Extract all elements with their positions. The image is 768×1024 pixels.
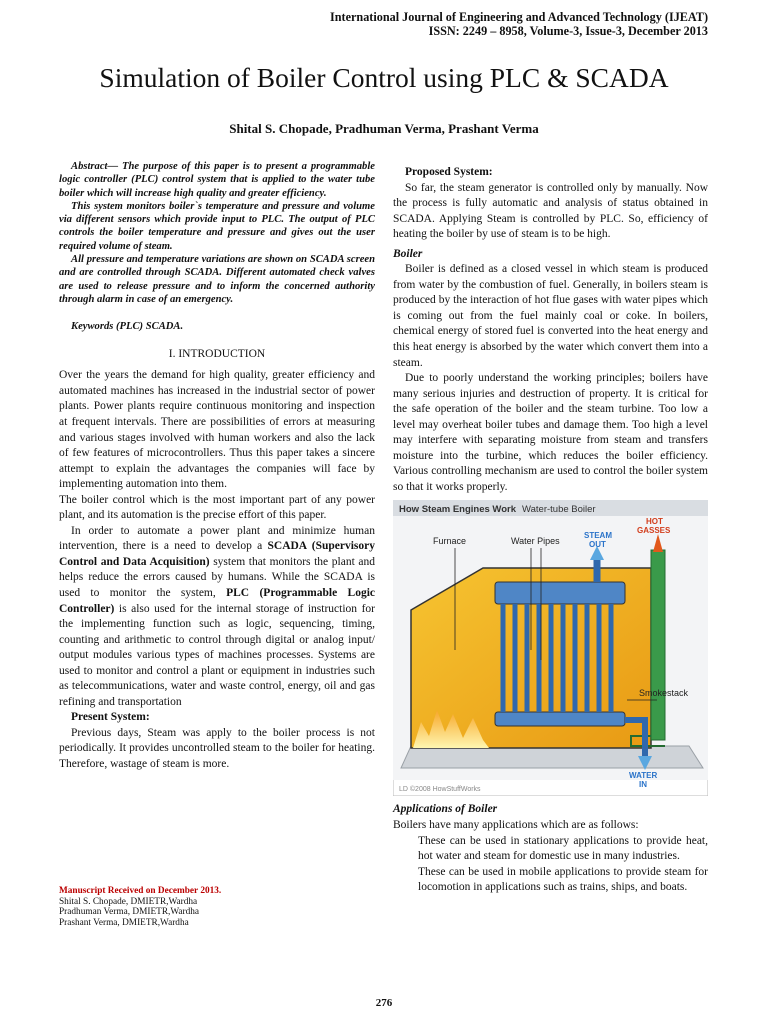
footnote [59, 886, 221, 928]
label-steam: STEAM [584, 531, 612, 541]
intro-p3-scada: SCADA (Supervisory Control and Data Acquisition) [59, 540, 375, 568]
abstract-p1: Abstract— The purpose of this paper is to present a programmable logic controller (PLC) control system that is applied to the water tube boiler which will increase high quality and greater efficiency. [59, 161, 375, 199]
intro-p3 [59, 524, 375, 711]
page-number: 276 [375, 997, 393, 1009]
intro-p3-a: In order to automate a power plant and minimize human intervention, there is a need to develop a [59, 524, 375, 553]
application-bullet-1-text: These can be used in stationary applications to provide heat, hot water and steam for domestic use in many industries. [418, 834, 708, 863]
mud-drum [495, 712, 625, 726]
intro-p3-plc: PLC (Programmable Logic Controller) [59, 587, 376, 615]
footnote-author-1: Shital S. Chopade, DMIETR,Wardha [59, 896, 198, 907]
base-plate [401, 746, 703, 768]
applications-heading: Applications of Boiler [393, 803, 498, 816]
keywords: Keywords (PLC) SCADA. [71, 321, 184, 333]
intro-p3-b: system that monitors the plant and helps reduce the errors caused by humans. While the SCADA is used to monitor the system, [59, 555, 375, 600]
paper-authors: Shital S. Chopade, Pradhuman Verma, Prashant Verma [229, 121, 539, 136]
boiler-figure [393, 500, 708, 796]
journal-name: International Journal of Engineering and Advanced Technology (IJEAT) [330, 10, 708, 24]
application-bullet-2 [393, 865, 708, 896]
figure-title-rest: Water-tube Boiler [522, 504, 596, 516]
figure-credit: LD ©2008 HowStuffWorks [399, 786, 481, 794]
label-hot: HOT [646, 517, 663, 527]
intro-p2: The boiler control which is the most important part of any power plant, and its automation is the precise effort of this paper. [59, 493, 375, 522]
right-column [393, 165, 708, 896]
bullet-marker-icon [393, 865, 418, 896]
proposed-system-text: So far, the steam generator is controlled only by manually. Now the process is fully automatic and analysis of status obtained in SCADA. Applying Steam is controlled by PLC. So, efficiency of heating the boiler by use of steam is to be high. [393, 181, 708, 241]
paper-title: Simulation of Boiler Control using PLC & SCADA [99, 62, 669, 93]
intro-heading: I. INTRODUCTION [168, 347, 266, 360]
proposed-system-heading: Proposed System: [405, 166, 493, 178]
applications-intro: Boilers have many applications which are as follows: [393, 819, 639, 832]
abstract-p3: All pressure and temperature variations are shown on SCADA screen and are controlled through SCADA. Different automated check valves are used to release pressure and to inform the concerned authority through alarm in case of an emergency. [59, 254, 375, 305]
present-system-heading: Present System: [71, 711, 150, 724]
application-bullet-1 [393, 834, 708, 865]
figure-title [399, 504, 596, 515]
journal-header [330, 10, 708, 38]
label-water-pipes: Water Pipes [511, 536, 560, 547]
left-column [59, 160, 375, 773]
label-smokestack: Smokestack [639, 688, 689, 699]
abstract-p2: This system monitors boiler`s temperature and pressure and volume via different sensors which provide input to PLC. The output of PLC controls the boiler temperature and pressure and gives out the user required volume of steam. [59, 200, 375, 252]
footnote-received: Manuscript Received on December 2013. [59, 886, 222, 896]
bullet-marker-icon [393, 834, 418, 865]
label-in: IN [639, 780, 647, 790]
label-gasses: GASSES [637, 526, 671, 536]
boiler-diagram [393, 500, 708, 796]
smokestack [651, 550, 665, 740]
label-water: WATER [629, 771, 658, 781]
intro-p1: Over the years the demand for high quality, greater efficiency and automated machines has increased in the industrial sector of power plants. Power plants require continuous monitoring and inspection at frequent intervals. There are possibilities of errors at measuring and various stages involved with human workers and also the lack of few features of microcontrollers. Thus this paper takes a sincere attempt to explain the advantages the companies will face by implementing automation into them. [59, 369, 375, 491]
figure-title-bold: How Steam Engines Work [399, 504, 517, 516]
boiler-p1: Boiler is defined as a closed vessel in which steam is produced from water by the combustion of fuel. Generally, in boilers steam is produced by the interaction of hot flue gases with water pipes which is coming out from the fuel mainly coal or coke. In boilers, chemical energy of stored fuel is converted into the heat energy and this heat energy is absorbed by the water which convert them into a steam. [393, 263, 708, 369]
label-out: OUT [589, 540, 606, 550]
boiler-p2: Due to poorly understand the working principles; boilers have many serious injuries and destruction of property. It is critical for the safe operation of the boiler and the steam turbine. Too low a level may overheat boiler tubes and damage them. Too high a level may interfere with separating moisture from steam and transfers moisture into the turbine, which reduces the boiler efficiency. Various controlling mechanism are used to control the boiler system so that it works properly. [393, 372, 708, 493]
boiler-heading: Boiler [393, 247, 423, 260]
footnote-author-2: Pradhuman Verma, DMIETR,Wardha [59, 907, 200, 918]
steam-drum [495, 582, 625, 604]
journal-issn: ISSN: 2249 – 8958, Volume-3, Issue-3, December 2013 [428, 24, 708, 38]
present-system-text: Previous days, Steam was apply to the boiler process is not periodically. It provides uncontrolled steam to the boiler for heating. Therefore, wastage of steam is more. [59, 726, 375, 771]
application-bullet-2-text: These can be used in mobile applications to provide steam for locomotion in applications such as trains, ships, and boats. [418, 865, 708, 894]
intro-p3-c: is also used for the internal storage of instruction for the implementing function such as logic, sequencing, timing, counting and arithmetic to control through digital or analog input/ output modules various types of machines processes. Systems are used to monitor and control a plant or equipment in industries such as telecommunications, water and waste control, energy, oil and gas refining and transportation [59, 602, 375, 708]
footnote-author-3: Prashant Verma, DMIETR,Wardha [59, 917, 189, 928]
label-furnace: Furnace [433, 536, 467, 547]
